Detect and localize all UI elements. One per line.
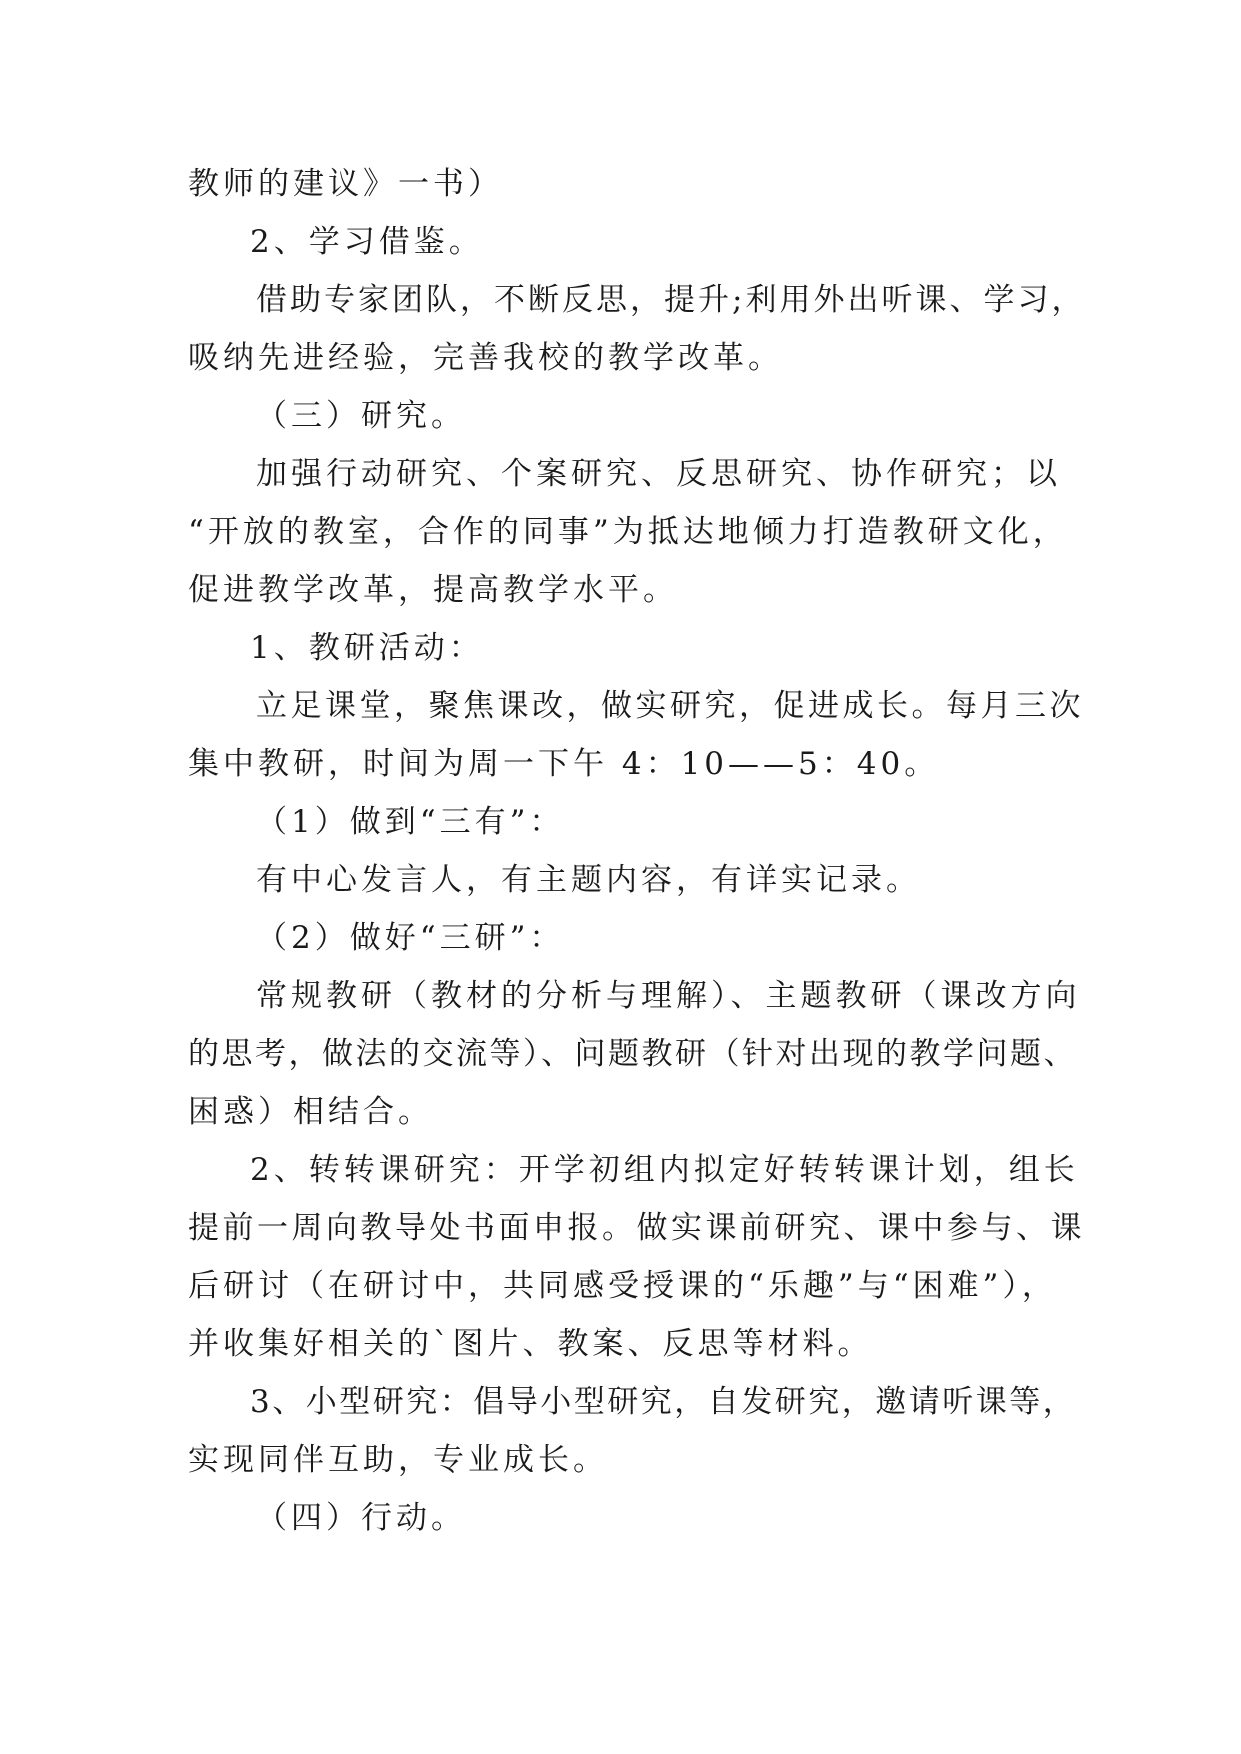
text-line: 3、小型研究：倡导小型研究，自发研究，邀请听课等， [250, 1384, 1077, 1420]
text-line: 提前一周向教导处书面申报。做实课前研究、课中参与、课 [188, 1210, 1085, 1246]
text-line: 实现同伴互助，专业成长。 [188, 1442, 608, 1478]
text-line: 有中心发言人，有主题内容，有详实记录。 [256, 862, 921, 898]
text-line: 常规教研（教材的分析与理解）、主题教研（课改方向 [256, 978, 1081, 1014]
text-line: 吸纳先进经验，完善我校的教学改革。 [188, 340, 783, 376]
text-line: 立足课堂，聚焦课改，做实研究，促进成长。每月三次 [256, 688, 1084, 724]
text-line: 并收集好相关的`图片、教案、反思等材料。 [188, 1326, 873, 1362]
section-heading: 2、学习借鉴。 [250, 224, 484, 260]
text-line: 加强行动研究、个案研究、反思研究、协作研究；以 [256, 456, 1061, 492]
text-line: 2、转转课研究：开学初组内拟定好转转课计划，组长 [250, 1152, 1079, 1188]
text-line: 后研讨（在研讨中，共同感受授课的“乐趣”与“困难”）， [188, 1268, 1057, 1304]
text-line: 促进教学改革，提高教学水平。 [188, 572, 678, 608]
text-line: 集中教研，时间为周一下午 4：10——5：40。 [188, 746, 940, 782]
section-heading: （三）研究。 [256, 398, 466, 434]
text-line: 教师的建议》一书） [188, 166, 503, 202]
section-heading: 1、教研活动： [250, 630, 484, 666]
text-line: “开放的教室，合作的同事”为抵达地倾力打造教研文化， [188, 514, 1068, 550]
text-line: 困惑）相结合。 [188, 1094, 433, 1130]
section-heading: （1）做到“三有”： [256, 804, 565, 840]
section-heading: （四）行动。 [256, 1500, 466, 1536]
text-line: 的思考，做法的交流等）、问题教研（针对出现的教学问题、 [188, 1036, 1077, 1072]
section-heading: （2）做好“三研”： [256, 920, 565, 956]
text-line: 借助专家团队，不断反思，提升;利用外出听课、学习， [256, 282, 1086, 318]
